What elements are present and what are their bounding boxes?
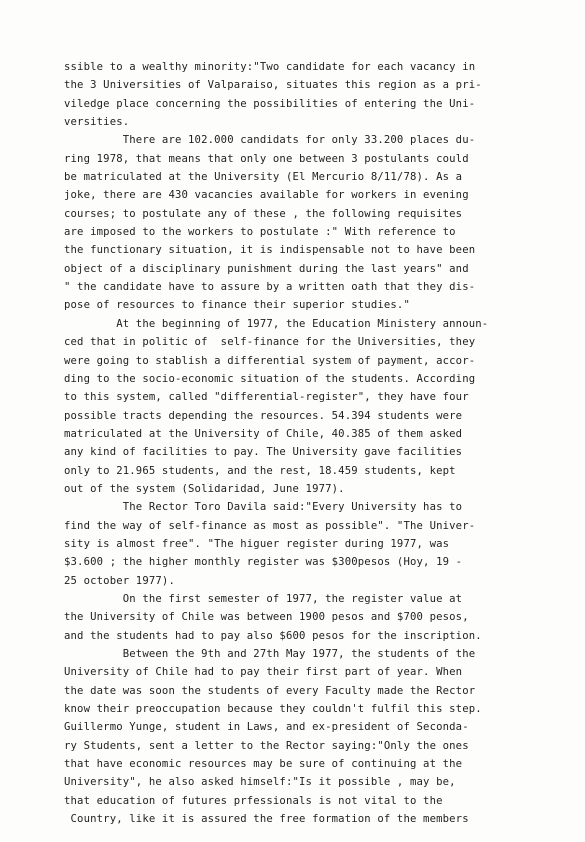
text-line: University", he also asked himself:"Is it possible , may be, (64, 776, 456, 789)
typewritten-text-body (64, 58, 544, 828)
text-line: find the way of self-finance as most as possible". "The Univer- (64, 519, 476, 532)
text-line: On the first semester of 1977, the register value at (64, 592, 463, 605)
text-line: pose of resources to finance their superior studies." (64, 299, 410, 312)
text-line: $3.600 ; the higher monthly register was $300pesos (Hoy, 19 - (64, 556, 463, 569)
text-line: sity is almost free". "The higuer register during 1977, was (64, 537, 450, 550)
text-line: matriculated at the University of Chile, 40.385 of them asked (64, 427, 463, 440)
text-line: know their preoccupation because they couldn't fulfil this step. (64, 703, 482, 716)
text-line: ring 1978, that means that only one between 3 postulants could (64, 152, 469, 165)
text-line: At the beginning of 1977, the Education Ministery announ- (64, 317, 489, 330)
text-line: object of a disciplinary punishment during the last years" and (64, 262, 469, 275)
text-line: The Rector Toro Davila said:"Every University has to (64, 501, 463, 514)
text-line: only to 21.965 students, and the rest, 18.459 students, kept (64, 464, 456, 477)
text-line: Country, like it is assured the free formation of the members (64, 813, 469, 826)
text-line: be matriculated at the University (El Mercurio 8/11/78). As a (64, 171, 463, 184)
text-line: ced that in politic of self-finance for the Universities, they (64, 336, 476, 349)
text-line: There are 102.000 candidats for only 33.200 places du- (64, 134, 476, 147)
text-line: ry Students, sent a letter to the Rector saying:"Only the ones (64, 739, 469, 752)
text-line: that education of futures prfessionals is not vital to the (64, 794, 443, 807)
text-line: Guillermo Yunge, student in Laws, and ex-president of Seconda- (64, 721, 469, 734)
text-line: that have economic resources may be sure of continuing at the (64, 758, 463, 771)
text-line: Between the 9th and 27th May 1977, the students of the (64, 648, 476, 660)
text-line: courses; to postulate any of these , the following requisites (64, 207, 463, 220)
text-line: any kind of facilities to pay. The University gave facilities (64, 446, 463, 459)
text-line: viledge place concerning the possibilities of entering the Uni- (64, 97, 476, 110)
text-line: the functionary situation, it is indispensable not to have been (64, 244, 476, 257)
text-line: the University of Chile was between 1900 pesos and $700 pesos, (64, 611, 469, 624)
text-line: versities. (64, 116, 130, 129)
text-line: joke, there are 430 vacancies available for workers in evening (64, 189, 469, 202)
text-line: are imposed to the workers to postulate :" With reference to (64, 226, 456, 239)
text-line: " the candidate have to assure by a written oath that they dis- (64, 281, 476, 294)
text-line: out of the system (Solidaridad, June 1977). (64, 482, 345, 495)
text-line: to this system, called "differential-register", they have four (64, 391, 469, 404)
text-line: the date was soon the students of every Faculty made the Rector (64, 684, 476, 697)
text-line: University of Chile had to pay their first part of year. When (64, 666, 463, 679)
text-line: 25 october 1977). (64, 574, 175, 587)
text-line: ssible to a wealthy minority:"Two candidate for each vacancy in (64, 61, 476, 73)
text-line: and the students had to pay also $600 pesos for the inscription. (64, 629, 482, 642)
text-line: possible tracts depending the resources. 54.394 students were (64, 409, 463, 422)
text-line: the 3 Universities of Valparaiso, situates this region as a pri- (64, 79, 482, 92)
text-line: ding to the socio-economic situation of the students. According (64, 372, 476, 385)
text-line: were going to stablish a differential system of payment, accor- (64, 354, 476, 367)
